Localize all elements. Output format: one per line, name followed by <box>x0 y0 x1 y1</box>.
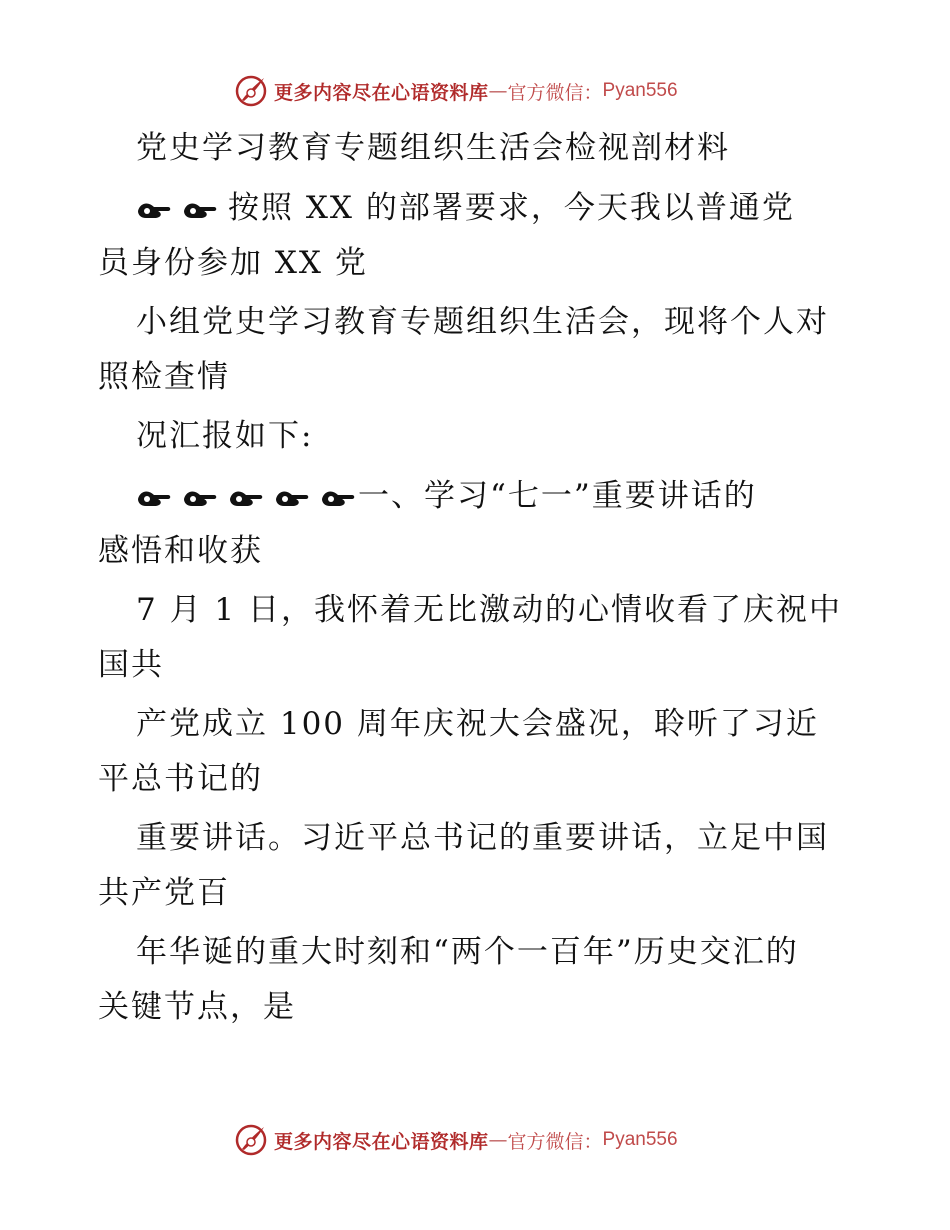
document-title: 党史学习教育专题组织生活会检视剖材料 <box>136 130 730 166</box>
line-text: 按照 XX 的部署要求，今天我以普通党 <box>228 190 795 226</box>
paragraph-line: 年华诞的重大时刻和“两个一百年”历史交汇的 <box>136 934 799 970</box>
paragraph-line: 共产党百 <box>98 875 230 911</box>
footer-watermark <box>234 1120 678 1160</box>
watermark-subtitle: 官方微信： <box>507 1130 603 1153</box>
hand-pointer-ornament-icon <box>136 199 172 221</box>
quill-seal-logo-icon <box>234 74 268 108</box>
header-watermark <box>234 71 678 111</box>
paragraph-line: 7 月 1 日，我怀着无比激动的心情收看了庆祝中 <box>136 592 843 628</box>
line-text: 一、学习“七一”重要讲话的 <box>358 478 757 514</box>
paragraph-line: 员身份参加 XX 党 <box>98 245 368 281</box>
watermark-dash: — <box>488 1129 508 1151</box>
paragraph-line: 照检查情 <box>98 359 230 395</box>
watermark-subtitle: 官方微信： <box>507 81 603 104</box>
paragraph-line: 感悟和收获 <box>98 533 263 569</box>
paragraph-line: 小组党史学习教育专题组织生活会，现将个人对 <box>136 304 829 340</box>
hand-pointer-ornament-icon <box>228 487 264 509</box>
section-heading <box>98 466 858 526</box>
paragraph-line: 关键节点，是 <box>98 989 296 1025</box>
watermark-account: Pyan556 <box>602 80 678 101</box>
paragraph-line: 重要讲话。习近平总书记的重要讲话，立足中国 <box>136 820 829 856</box>
watermark-account: Pyan556 <box>602 1129 678 1150</box>
quill-seal-logo-icon <box>234 1123 268 1157</box>
hand-pointer-ornament-icon <box>320 487 356 509</box>
hand-pointer-ornament-icon <box>182 199 218 221</box>
hand-pointer-ornament-icon <box>274 487 310 509</box>
watermark-title: 更多内容尽在心语资料库 <box>274 1130 489 1153</box>
paragraph-line: 产党成立 100 周年庆祝大会盛况，聆听了习近 <box>136 706 819 742</box>
watermark-dash: — <box>488 80 508 102</box>
paragraph-line: 况汇报如下: <box>136 418 314 454</box>
paragraph-line <box>98 178 858 238</box>
hand-pointer-ornament-icon <box>136 487 172 509</box>
hand-pointer-ornament-icon <box>182 487 218 509</box>
document-body <box>98 118 858 1036</box>
paragraph-line: 平总书记的 <box>98 761 263 797</box>
watermark-title: 更多内容尽在心语资料库 <box>274 81 489 104</box>
paragraph-line: 国共 <box>98 647 164 683</box>
